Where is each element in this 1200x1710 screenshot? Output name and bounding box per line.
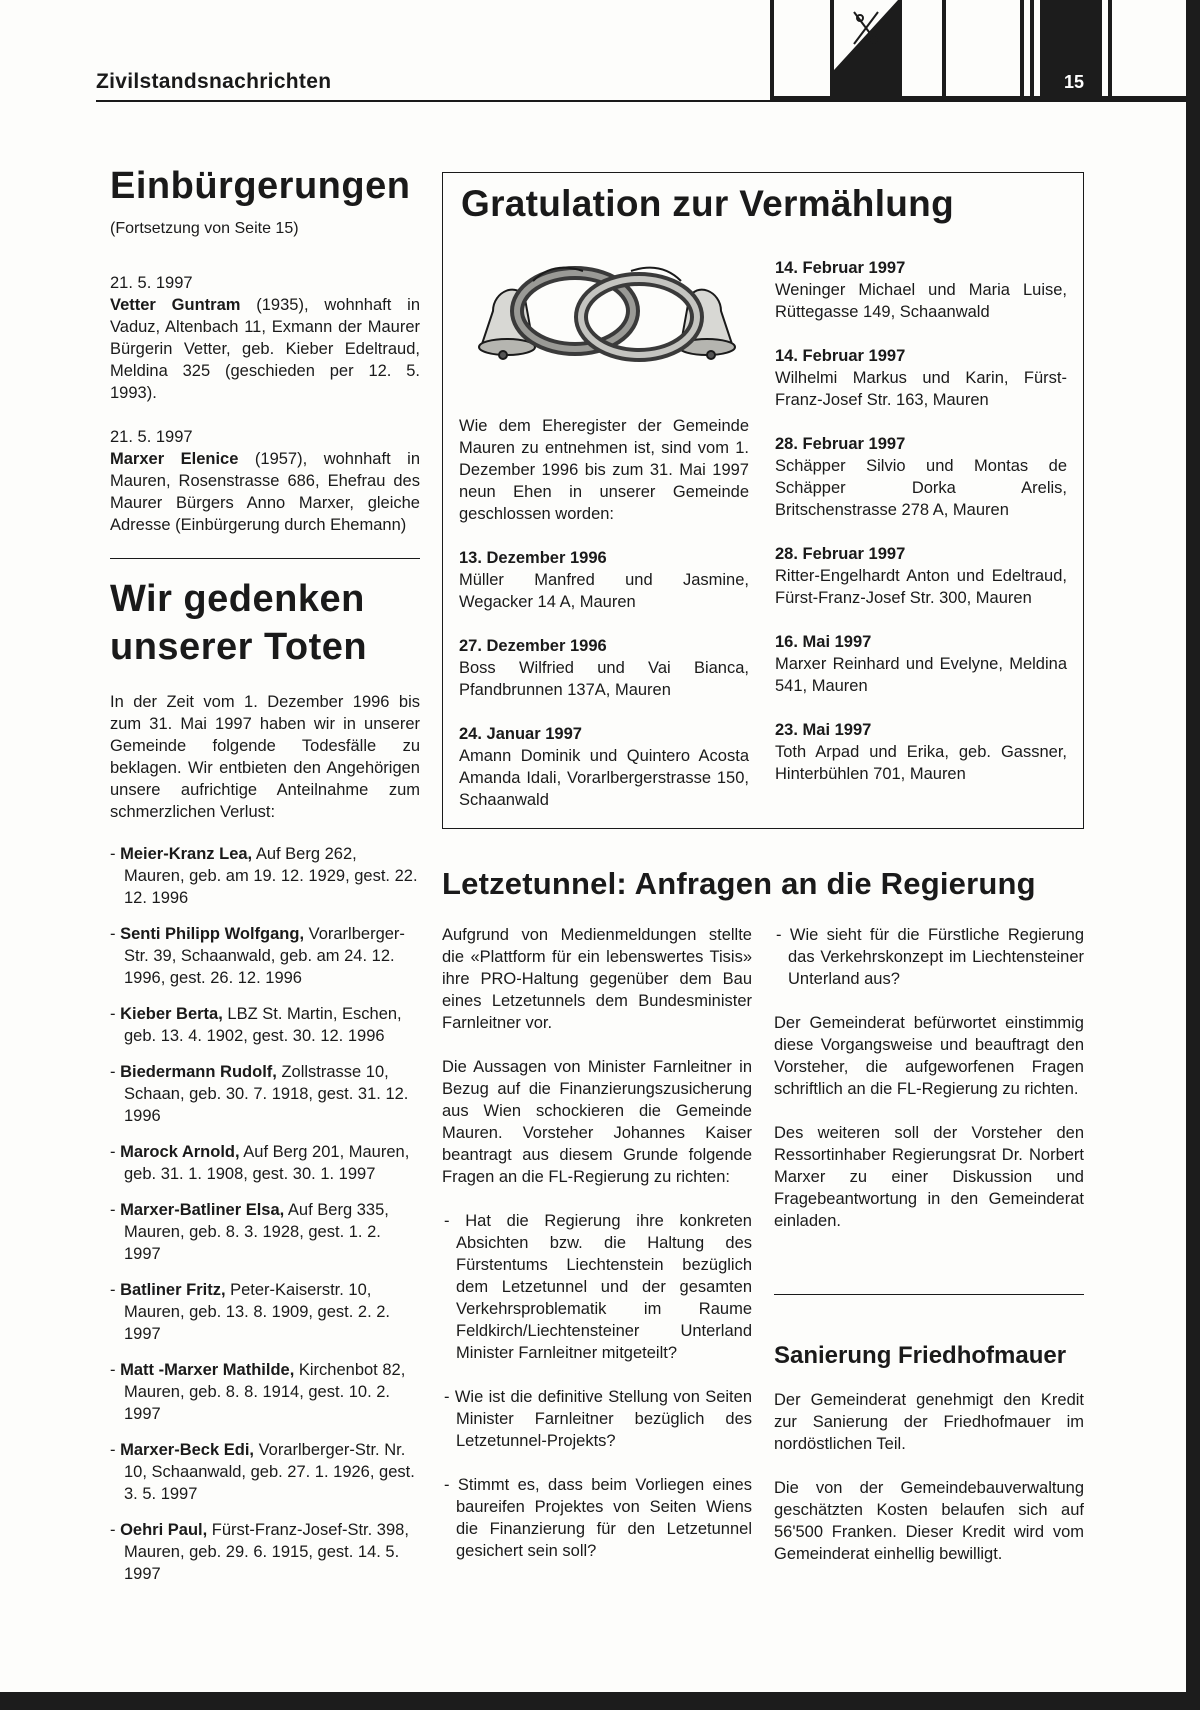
list-item: 13. Dezember 1996 Müller Manfred und Jasmine, Wegacker 14 A, Mauren — [459, 549, 749, 611]
list-item: - Marxer-Beck Edi, Vorarlberger-Str. Nr. 10, Schaanwald, geb. 27. 1. 1926, gest. 3. 5. 1997 — [110, 1441, 415, 1503]
naturalization-entry — [110, 426, 420, 536]
list-item: - Marock Arnold, Auf Berg 201, Mauren, geb. 31. 1. 1908, gest. 30. 1. 1997 — [110, 1143, 410, 1183]
entry-text: (1935), wohnhaft in Vaduz, Altenbach 11, Exmann der Maurer Bürgerin Vetter, geb. Kieber Edeltraud, Meldina 325 (geschieden per 12. 5. 1993). — [110, 296, 420, 402]
question-list — [442, 1210, 752, 1562]
divider — [110, 558, 420, 559]
letzetunnel-column-2 — [774, 924, 1084, 1587]
letzetunnel-paragraph: Die Aussagen von Minister Farnleitner in Bezug auf die Finanzierungszusicherung aus Wien schockieren die Gemeinde Mauren. Vorsteher Johannes Kaiser beantragt aus diesem Grunde folgende Fragen an die FL-Regierung zu richten: — [442, 1058, 752, 1186]
list-item: 14. Februar 1997 Weninger Michael und Maria Luise, Rüttegasse 149, Schaanwald — [775, 259, 1067, 321]
entry-name: Vetter Guntram — [110, 296, 241, 314]
list-item: 14. Februar 1997 Wilhelmi Markus und Karin, Fürst-Franz-Josef Str. 163, Mauren — [775, 347, 1067, 409]
gratulation-box — [442, 172, 1084, 829]
gedenken-intro: In der Zeit vom 1. Dezember 1996 bis zum 31. Mai 1997 haben wir in unserer Gemeinde folgende Todesfälle zu beklagen. Wir entbieten den Angehörigen unsere aufrichtige Anteilnahme zum schmerzlichen Verlust: — [110, 693, 420, 821]
header-decoration — [770, 0, 1186, 100]
list-item: - Marxer-Batliner Elsa, Auf Berg 335, Mauren, geb. 8. 3. 1928, gest. 1. 2. 1997 — [110, 1201, 389, 1263]
gedenken-title-1: Wir gedenken — [110, 578, 365, 620]
friedhof-title: Sanierung Friedhofmauer — [774, 1342, 1067, 1369]
list-item: - Oehri Paul, Fürst-Franz-Josef-Str. 398, Mauren, geb. 29. 6. 1915, gest. 14. 5. 1997 — [110, 1521, 409, 1583]
friedhof-paragraph: Der Gemeinderat genehmigt den Kredit zur Sanierung der Friedhofmauer im nordöstlichen Teil. — [774, 1391, 1084, 1453]
list-item: 27. Dezember 1996 Boss Wilfried und Vai Bianca, Pfandbrunnen 137A, Mauren — [459, 637, 749, 699]
entry-date: 21. 5. 1997 — [110, 274, 193, 292]
gratulation-left — [459, 547, 749, 833]
deaths-list — [110, 843, 420, 1585]
wedding-rings-bells-icon — [463, 251, 753, 401]
letzetunnel-column-1 — [442, 924, 752, 1584]
gedenken-title-2: unserer Toten — [110, 626, 368, 668]
einbuergerungen-title: Einbürgerungen — [110, 165, 411, 207]
list-item: - Senti Philipp Wolfgang, Vorarlberger-Str. 39, Schaanwald, geb. am 24. 12. 1996, gest. 26. 12. 1996 — [110, 925, 405, 987]
header-rule — [96, 100, 1186, 102]
list-item: - Kieber Berta, LBZ St. Martin, Eschen, geb. 13. 4. 1902, gest. 30. 12. 1996 — [110, 1005, 402, 1045]
list-item: - Wie sieht für die Fürstliche Regierung das Verkehrskonzept im Liechtensteiner Unterland aus? — [776, 926, 1084, 988]
left-column — [110, 162, 420, 1599]
friedhof-paragraph: Die von der Gemeindebauverwaltung geschätzten Kosten belaufen sich auf 56'500 Franken. Dieser Kredit wird vom Gemeinderat einhellig bewilligt. — [774, 1479, 1084, 1563]
list-item: - Biedermann Rudolf, Zollstrasse 10, Schaan, geb. 30. 7. 1918, gest. 31. 12. 1996 — [110, 1063, 409, 1125]
list-item: - Batliner Fritz, Peter-Kaiserstr. 10, Mauren, geb. 13. 8. 1909, gest. 2. 2. 1997 — [110, 1281, 391, 1343]
section-title: Zivilstandsnachrichten — [96, 70, 332, 93]
naturalization-entry — [110, 272, 420, 404]
list-item: 28. Februar 1997 Ritter-Engelhardt Anton und Edeltraud, Fürst-Franz-Josef Str. 300, Mauren — [775, 545, 1067, 607]
list-item: 16. Mai 1997 Marxer Reinhard und Evelyne, Meldina 541, Mauren — [775, 633, 1067, 695]
gratulation-intro: Wie dem Eheregister der Gemeinde Mauren zu entnehmen ist, sind vom 1. Dezember 1996 bis zum 31. Mai 1997 neun Ehen in unserer Gemeinde geschlossen worden: — [459, 417, 749, 523]
gratulation-title: Gratulation zur Vermählung — [461, 183, 954, 224]
entry-date: 21. 5. 1997 — [110, 428, 193, 446]
list-item: - Hat die Regierung ihre konkreten Absichten bzw. die Haltung des Fürstentums Liechtenstein bezüglich dem Letzetunnel und der gesamten Verkehrsproblematik im Raume Feldkirch/Liechtensteiner Unterland Minister Farnleitner mitgeteilt? — [444, 1212, 752, 1362]
list-item: 24. Januar 1997 Amann Dominik und Quintero Acosta Amanda Idali, Vorarlbergerstrasse 150, Schaanwald — [459, 725, 749, 809]
einbuergerungen-subtitle: (Fortsetzung von Seite 15) — [110, 220, 299, 237]
question-list — [774, 924, 1084, 990]
list-item: - Meier-Kranz Lea, Auf Berg 262, Mauren, geb. am 19. 12. 1929, gest. 22. 12. 1996 — [110, 845, 418, 907]
letzetunnel-paragraph: Des weiteren soll der Vorsteher den Ressortinhaber Regierungsrat Dr. Norbert Marxer zu einer Diskussion und Fragebeantwortung in den Gemeinderat einladen. — [774, 1124, 1084, 1230]
entry-text: (1957), wohnhaft in Mauren, Rosenstrasse 686, Ehefrau des Maurer Bürgers Anno Marxer, gleiche Adresse (Einbürgerung durch Ehemann) — [110, 450, 421, 534]
list-item: - Stimmt es, dass beim Vorliegen eines baureifen Projektes von Seiten Wiens die Finanzierung für den Letzetunnel gesichert sein soll? — [444, 1476, 752, 1560]
letzetunnel-title: Letzetunnel: Anfragen an die Regierung — [442, 866, 1036, 901]
list-item: 28. Februar 1997 Schäpper Silvio und Montas de Schäpper Dorka Arelis, Britschenstrasse 278 A, Mauren — [775, 435, 1067, 519]
gratulation-right — [775, 257, 1067, 807]
divider — [774, 1294, 1084, 1295]
page-number: 15 — [1063, 72, 1085, 92]
list-item: - Wie ist die definitive Stellung von Seiten Minister Farnleitner bezüglich des Letzetunnel-Projekts? — [444, 1388, 752, 1450]
letzetunnel-paragraph: Der Gemeinderat befürwortet einstimmig diese Vorgangsweise und beauftragt den Vorsteher, die aufgeworfenen Fragen schriftlich an die FL-Regierung zu richten. — [774, 1014, 1084, 1098]
entry-name: Marxer Elenice — [110, 450, 239, 468]
letzetunnel-paragraph: Aufgrund von Medienmeldungen stellte die «Plattform für ein lebenswertes Tisis» ihre PRO-Haltung gegenüber dem Bau eines Letzetunnels dem Bundesminister Farnleitner vor. — [442, 926, 752, 1032]
list-item: 23. Mai 1997 Toth Arpad und Erika, geb. Gassner, Hinterbühlen 701, Mauren — [775, 721, 1067, 783]
list-item: - Matt -Marxer Mathilde, Kirchenbot 82, Mauren, geb. 8. 8. 1914, gest. 10. 2. 1997 — [110, 1361, 406, 1423]
